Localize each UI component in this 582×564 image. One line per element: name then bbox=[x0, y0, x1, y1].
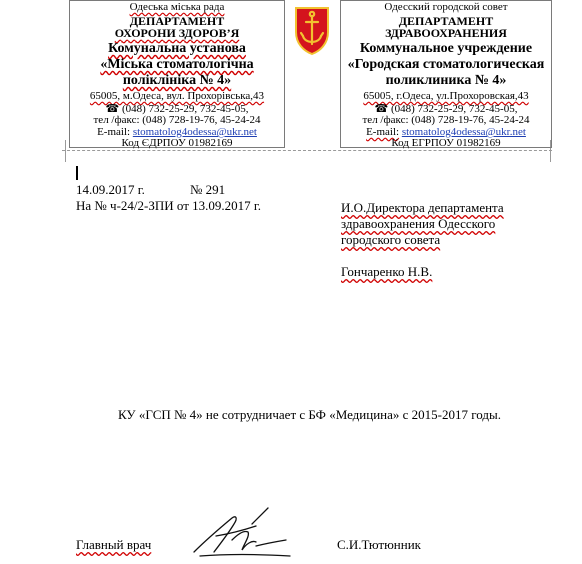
code-ru: Код ЕГРПОУ 01982169 bbox=[391, 137, 501, 149]
email-label-ru: E-mail: bbox=[366, 126, 400, 138]
council-name-ru: Одесский городской совет bbox=[384, 1, 508, 13]
address-ua-text: 65005, м.Одеса, вул. Прохорівська,43 bbox=[89, 90, 265, 102]
margin-guide-top bbox=[62, 150, 552, 151]
department-ru-line2: ЗДРАВООХРАНЕНИЯ bbox=[385, 26, 507, 40]
signature-title bbox=[76, 537, 151, 553]
margin-corner-left bbox=[65, 140, 66, 162]
letter-date: 14.09.2017 г. bbox=[76, 182, 145, 197]
institution-ru-line1: Коммунальное учреждение bbox=[359, 41, 533, 56]
recipient-line3-text: городского совета bbox=[341, 232, 441, 247]
coat-of-arms-svg bbox=[292, 6, 332, 56]
recipient-name-text: Гончаренко Н.В. bbox=[341, 264, 433, 279]
institution-ua-line3: поліклініка № 4» bbox=[122, 73, 232, 88]
department-ua-line1: ДЕПАРТАМЕНТ bbox=[129, 14, 225, 28]
handwritten-signature bbox=[186, 500, 296, 559]
address-ru-text: 65005, г.Одеса, ул.Прохоровская,43 bbox=[363, 90, 529, 102]
letter-body: КУ «ГСП № 4» не сотрудничает с БФ «Медицина» с 2015-2017 годы. bbox=[118, 407, 501, 422]
institution-ua-line1: Комунальна установа bbox=[108, 41, 246, 56]
header-ukrainian bbox=[69, 0, 285, 148]
header-russian bbox=[340, 0, 552, 148]
department-ua-line2 bbox=[70, 26, 284, 41]
recipient-name bbox=[341, 264, 432, 280]
letter-number: № 291 bbox=[190, 182, 226, 197]
department-ua-text: ОХОРОНИ ЗДОРОВ’Я bbox=[114, 26, 240, 40]
text-cursor bbox=[76, 166, 78, 180]
signature-title-text: Главный врач bbox=[76, 537, 152, 552]
letter-reference: На № ч-24/2-ЗПИ от 13.09.2017 г. bbox=[76, 198, 262, 213]
email-link-ru[interactable]: stomatolog4odessa@ukr.net bbox=[401, 126, 526, 138]
institution-ru-line2: «Городская стоматологическая bbox=[347, 57, 545, 72]
recipient-line2-text: здравоохранения Одесского bbox=[341, 216, 496, 231]
address-ru bbox=[341, 90, 551, 102]
phone-ru-text: (048) 732-25-29, 732-45-05, bbox=[390, 103, 518, 115]
email-label-ua: E-mail: bbox=[97, 126, 131, 138]
signature-name: С.И.Тютюнник bbox=[337, 537, 421, 552]
signature-svg bbox=[186, 500, 296, 559]
institution-ua-line2: «Міська стоматологічна bbox=[100, 57, 254, 72]
recipient-line3 bbox=[341, 232, 440, 248]
address-ua bbox=[70, 90, 284, 102]
odesa-coat-of-arms-icon bbox=[292, 6, 332, 56]
institution-ru-line3: поликлиника № 4» bbox=[385, 73, 507, 88]
recipient-line1-text: И.О.Директора департамента bbox=[341, 200, 504, 215]
code-ua: Код ЄДРПОУ 01982169 bbox=[121, 137, 233, 149]
phone-ua-text: (048) 732-25-29, 732-45-05, bbox=[121, 103, 249, 115]
fax-ua: тел /факс: (048) 728-19-76, 45-24-24 bbox=[93, 114, 261, 126]
council-name-ua: Одеська міська рада bbox=[129, 1, 225, 13]
email-link-ua[interactable]: stomatolog4odessa@ukr.net bbox=[132, 126, 257, 138]
fax-ru: тел /факс: (048) 728-19-76, 45-24-24 bbox=[362, 114, 530, 126]
recipient-line2 bbox=[341, 216, 495, 232]
department-ru-line1: ДЕПАРТАМЕНТ bbox=[398, 14, 494, 28]
phone-icon: ☎ bbox=[105, 103, 122, 115]
phone-icon: ☎ bbox=[374, 103, 391, 115]
recipient-line1 bbox=[341, 200, 504, 216]
